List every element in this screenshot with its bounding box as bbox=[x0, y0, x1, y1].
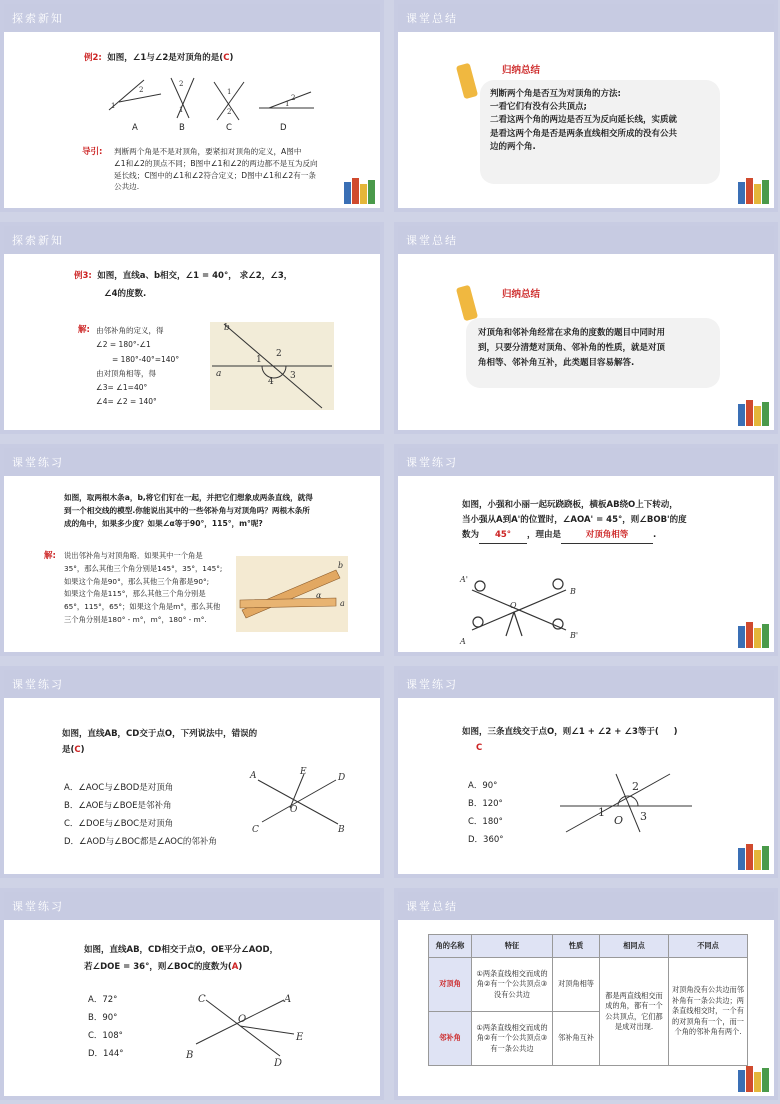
slide-practice-5 bbox=[0, 888, 384, 1100]
question: 例3: 如图，直线a、b相交，∠1 = 40°， 求∠2，∠3， bbox=[74, 271, 293, 281]
slide-header bbox=[398, 448, 774, 476]
header-title: 探索新知 bbox=[12, 12, 64, 25]
solution-label: 解: bbox=[44, 551, 56, 561]
row-label: 对顶角 bbox=[429, 958, 472, 1012]
svg-text:O: O bbox=[510, 601, 517, 610]
summary-title: 归纳总结 bbox=[502, 65, 541, 76]
svg-text:A': A' bbox=[460, 575, 468, 584]
option-d[interactable]: D．144° bbox=[88, 1048, 124, 1059]
table-cell: 对顶角没有公共边而邻补角有一条公共边；两条直线相交时，一个有的对顶角有一个，而一个角的邻补角有两个. bbox=[669, 958, 748, 1066]
slide-header bbox=[4, 4, 380, 32]
slide-example-2 bbox=[0, 0, 384, 212]
slide-summary-1 bbox=[394, 0, 778, 212]
col-header: 特征 bbox=[472, 935, 553, 958]
svg-text:3: 3 bbox=[290, 371, 296, 381]
svg-text:B': B' bbox=[570, 631, 579, 640]
svg-text:2: 2 bbox=[179, 80, 184, 88]
option-b[interactable]: B．∠AOE与∠BOE是邻补角 bbox=[64, 800, 172, 811]
svg-text:D: D bbox=[338, 773, 346, 783]
blank-answer-2: 对顶角相等 bbox=[561, 528, 653, 544]
slide-header bbox=[398, 4, 774, 32]
solution-text: 由邻补角的定义，得 ∠2 = 180°-∠1 = 180°-40°=140° 由对顶角相等，得 ∠3= ∠1=40° ∠4= ∠2 = 140° bbox=[96, 326, 180, 407]
svg-text:O: O bbox=[614, 814, 624, 827]
fig-label-d: D bbox=[280, 123, 287, 133]
svg-text:2: 2 bbox=[632, 780, 639, 793]
header-title: 课堂练习 bbox=[12, 678, 64, 691]
guide-label: 导引: bbox=[82, 147, 103, 157]
slide-header bbox=[4, 670, 380, 698]
slide-summary-table bbox=[394, 888, 778, 1100]
table-cell: 对顶角相等 bbox=[553, 958, 600, 1012]
svg-text:1: 1 bbox=[256, 355, 262, 365]
svg-text:1: 1 bbox=[227, 88, 232, 96]
options bbox=[64, 780, 217, 851]
books-icon bbox=[736, 842, 770, 870]
col-header: 不同点 bbox=[669, 935, 748, 958]
svg-text:D: D bbox=[274, 1058, 283, 1068]
pencil-icon bbox=[456, 285, 478, 321]
slide-header bbox=[4, 448, 380, 476]
fig-label-a: A bbox=[132, 123, 138, 133]
option-a[interactable]: A．90° bbox=[468, 781, 498, 791]
slide-example-3 bbox=[0, 222, 384, 434]
solution-text: 说出邻补角与对顶角略．如果其中一个角是 35°，那么其他三个角分别是145°，35°，145°; 如果这个角是90°，那么其他三个角都是90°; 如果这个角是115°，那么其他三个角分别是 65°，115°，65°；如果这个角是m°，那么其他 三个角分别是180° - m°，m°，180° - m°. bbox=[64, 551, 223, 624]
svg-text:1: 1 bbox=[179, 106, 184, 114]
svg-text:O: O bbox=[238, 1014, 247, 1025]
summary-text: 判断两个角是否互为对顶角的方法: 一看它们有没有公共顶点; 二看这两个角的两边是否互为反向延长线，实质就 是看这两个角是否是两条直线相交所成的没有公共 边的两个角. bbox=[490, 89, 678, 152]
option-d[interactable]: D．∠AOD与∠BOC都是∠AOC的邻补角 bbox=[64, 836, 217, 847]
options bbox=[88, 992, 124, 1063]
slide-practice-3 bbox=[0, 666, 384, 878]
option-b[interactable]: B．90° bbox=[88, 1012, 118, 1023]
svg-text:C: C bbox=[198, 994, 206, 1005]
slide-practice-4 bbox=[394, 666, 778, 878]
books-icon bbox=[736, 176, 770, 204]
svg-text:2: 2 bbox=[227, 108, 232, 116]
slide-practice-1 bbox=[0, 444, 384, 656]
header-title: 探索新知 bbox=[12, 234, 64, 247]
fig-label-b: B bbox=[179, 123, 185, 133]
slide-header bbox=[398, 892, 774, 920]
header-title: 课堂练习 bbox=[12, 900, 64, 913]
header-title: 课堂练习 bbox=[406, 678, 458, 691]
question: 例2: 如图，∠1与∠2是对顶角的是(C) bbox=[84, 53, 234, 63]
svg-text:a: a bbox=[216, 369, 222, 379]
figure-lines-abcde bbox=[244, 766, 354, 838]
question: 如图，三条直线交于点O，则∠1 + ∠2 + ∠3等于( ) bbox=[462, 727, 678, 737]
svg-text:2: 2 bbox=[291, 94, 296, 102]
col-header: 角的名称 bbox=[429, 935, 472, 958]
option-d[interactable]: D．360° bbox=[468, 834, 504, 845]
option-b[interactable]: B．120° bbox=[468, 798, 503, 809]
figure-three-lines bbox=[558, 770, 694, 836]
table-cell: ①两条直线相交而成的角②有一个公共顶点③没有公共边 bbox=[472, 958, 553, 1012]
fig-label-c: C bbox=[226, 123, 232, 133]
figure-bisector bbox=[180, 988, 320, 1068]
summary-title: 归纳总结 bbox=[502, 289, 541, 300]
figure-wood-strips bbox=[236, 556, 348, 632]
svg-text:4: 4 bbox=[268, 377, 274, 387]
svg-text:b: b bbox=[224, 323, 230, 333]
svg-text:b: b bbox=[338, 561, 344, 570]
svg-text:A: A bbox=[284, 994, 292, 1005]
books-icon bbox=[736, 1064, 770, 1092]
svg-text:E: E bbox=[300, 767, 307, 777]
blank-answer-1: 45° bbox=[479, 528, 527, 544]
slide-header bbox=[4, 892, 380, 920]
options bbox=[468, 778, 504, 849]
question: 如图，小强和小丽一起玩跷跷板，横板AB绕O上下转动， 当小强从A到A'的位置时，∠AOA' = 45°，则∠BOB'的度 数为 45° ，理由是 对顶角相等 . bbox=[462, 498, 762, 544]
option-c[interactable]: C．108° bbox=[88, 1030, 123, 1041]
solution-label: 解: bbox=[78, 325, 90, 335]
comparison-table bbox=[428, 934, 748, 1066]
svg-text:A: A bbox=[460, 637, 466, 646]
question: 如图，直线AB，CD交于点O，下列说法中，错误的 是(C) bbox=[62, 729, 258, 756]
slide-header bbox=[398, 226, 774, 254]
header-title: 课堂总结 bbox=[406, 234, 458, 247]
slide-header bbox=[4, 226, 380, 254]
question-line-2: ∠4的度数. bbox=[104, 289, 147, 299]
slide-summary-2 bbox=[394, 222, 778, 434]
summary-text: 对顶角和邻补角经常在求角的度数的题目中同时用 到，只要分清楚对顶角、邻补角的性质，就是对顶 角相等、邻补角互补，此类题目容易解答. bbox=[478, 328, 666, 368]
option-c[interactable]: C．180° bbox=[468, 816, 503, 827]
svg-text:a: a bbox=[340, 599, 345, 608]
svg-text:B: B bbox=[186, 1050, 194, 1061]
svg-text:A: A bbox=[250, 771, 257, 781]
svg-text:1: 1 bbox=[111, 102, 116, 110]
row-label: 邻补角 bbox=[429, 1012, 472, 1066]
header-title: 课堂练习 bbox=[406, 456, 458, 469]
header-title: 课堂练习 bbox=[12, 456, 64, 469]
header-title: 课堂总结 bbox=[406, 900, 458, 913]
figure-seesaw bbox=[458, 572, 588, 646]
svg-text:B: B bbox=[338, 825, 345, 835]
books-icon bbox=[736, 398, 770, 426]
option-c[interactable]: C．∠DOE与∠BOC是对顶角 bbox=[64, 818, 174, 829]
pencil-icon bbox=[456, 63, 478, 99]
svg-text:1: 1 bbox=[285, 100, 290, 108]
books-icon bbox=[342, 176, 376, 204]
books-icon bbox=[736, 620, 770, 648]
svg-text:2: 2 bbox=[139, 86, 144, 94]
col-header: 相同点 bbox=[600, 935, 669, 958]
table-cell: 都是两直线相交而成的角，都有一个公共顶点，它们都是成对出现. bbox=[600, 958, 669, 1066]
svg-text:O: O bbox=[290, 805, 298, 815]
svg-text:E: E bbox=[296, 1032, 304, 1043]
svg-text:1: 1 bbox=[598, 806, 605, 819]
option-a[interactable]: A．∠AOC与∠BOD是对顶角 bbox=[64, 783, 174, 793]
svg-text:α: α bbox=[316, 591, 322, 600]
question: 如图，直线AB，CD相交于点O，OE平分∠AOD， 若∠DOE = 36°，则∠BOC的度数为(A) bbox=[84, 945, 279, 972]
header-title: 课堂总结 bbox=[406, 12, 458, 25]
svg-text:3: 3 bbox=[640, 810, 647, 823]
col-header: 性质 bbox=[553, 935, 600, 958]
table-cell: ①两条直线相交而成的角②有一个公共顶点③有一条公共边 bbox=[472, 1012, 553, 1066]
svg-text:C: C bbox=[252, 825, 259, 835]
table-cell: 邻补角互补 bbox=[553, 1012, 600, 1066]
answer: C bbox=[476, 743, 483, 753]
option-a[interactable]: A．72° bbox=[88, 995, 118, 1005]
guide-text: 判断两个角是不是对顶角，要紧扣对顶角的定义，A图中 ∠1和∠2的顶点不同；B图中∠1和∠2的两边都不是互为反向 延长线；C图中的∠1和∠2符合定义；D图中∠1和∠2有一条 公共边. bbox=[114, 147, 318, 192]
slide-practice-2 bbox=[394, 444, 778, 656]
question: 如图，取两根木条a，b,将它们钉在一起，并把它们想象成两条直线，就得 到一个相交线的模型.你能说出其中的一些邻补角与对顶角吗？两根木条所 成的角中，如果多少度？如果∠α等于90°，115°，m°呢? bbox=[64, 493, 313, 528]
svg-text:2: 2 bbox=[276, 349, 282, 359]
slide-header bbox=[398, 670, 774, 698]
svg-text:B: B bbox=[570, 587, 576, 596]
figure-intersecting-lines bbox=[210, 322, 334, 410]
